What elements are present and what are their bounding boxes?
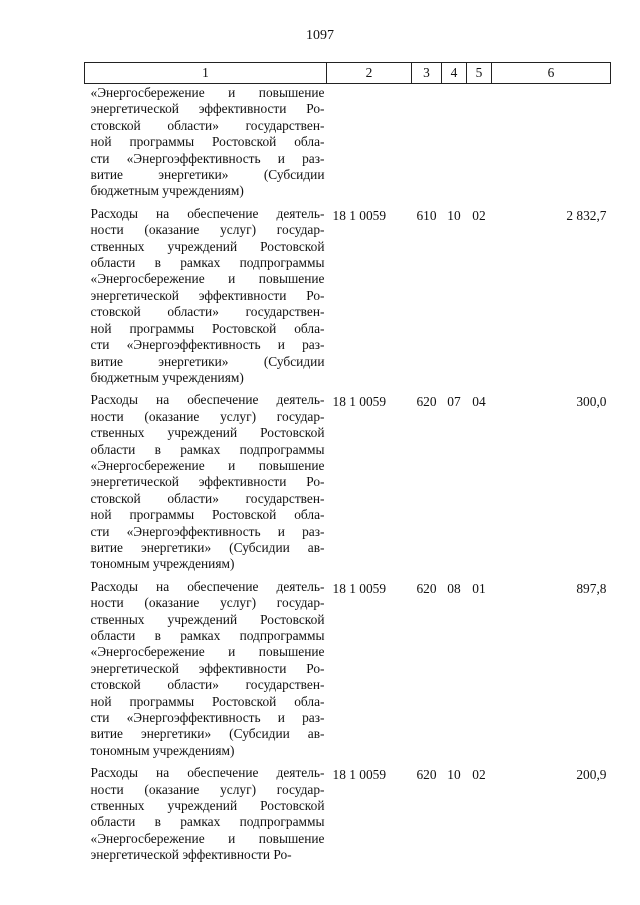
description-line: тономным учреждениям) xyxy=(90,742,235,758)
description-line: области в рамках подпрограммы xyxy=(90,255,325,271)
expense-type-code: 620 xyxy=(416,394,437,410)
description-line: Расходы на обеспечение деятель- xyxy=(90,765,325,781)
amount-value: 2 832,7 xyxy=(566,207,607,223)
expense-description xyxy=(85,206,327,392)
expense-type-code: 610 xyxy=(416,207,437,223)
header-col-5: 5 xyxy=(467,63,492,84)
description-line: энергетической эффективности Ро- xyxy=(90,287,325,303)
expense-description xyxy=(85,765,327,869)
expense-type-code xyxy=(412,84,442,206)
description-line: области в рамках подпрограммы xyxy=(90,441,325,457)
description-line: области в рамках подпрограммы xyxy=(90,814,325,830)
description-line: бюджетным учреждениям) xyxy=(90,183,244,199)
description-line: бюджетным учреждениям) xyxy=(90,369,244,385)
description-line: сти «Энергоэффективность и раз- xyxy=(90,523,325,539)
description-line: энергетической эффективности Ро- xyxy=(90,474,325,490)
description-line: ности (оказание услуг) государ- xyxy=(90,408,325,424)
description-line: ной программы Ростовской обла- xyxy=(90,693,325,709)
section-code: 08 xyxy=(447,580,461,596)
table-row xyxy=(85,765,611,869)
section-code xyxy=(442,84,467,206)
amount-value xyxy=(492,84,611,206)
description-line: стовской области» государствен- xyxy=(90,677,325,693)
description-line: энергетической эффективности Ро- xyxy=(90,847,292,863)
description-line: энергетической эффективности Ро- xyxy=(90,101,325,117)
description-line: сти «Энергоэффективность и раз- xyxy=(90,710,325,726)
amount-value: 300,0 xyxy=(576,394,607,410)
description-line: ной программы Ростовской обла- xyxy=(90,507,325,523)
target-article-code: 18 1 0059 xyxy=(332,207,387,223)
description-line: витие энергетики» (Субсидии ав- xyxy=(90,726,325,742)
description-line: сти «Энергоэффективность и раз- xyxy=(90,150,325,166)
description-line: ности (оказание услуг) государ- xyxy=(90,781,325,797)
description-line: «Энергосбережение и повышение xyxy=(90,457,325,473)
section-code: 10 xyxy=(447,207,461,223)
budget-table xyxy=(84,62,611,870)
subsection-code xyxy=(467,84,492,206)
description-line: Расходы на обеспечение деятель- xyxy=(90,578,325,594)
description-line: ственных учреждений Ростовской xyxy=(90,611,325,627)
expense-description xyxy=(85,392,327,578)
subsection-code: 02 xyxy=(472,207,486,223)
description-line: энергетической эффективности Ро- xyxy=(90,660,325,676)
description-line: сти «Энергоэффективность и раз- xyxy=(90,337,325,353)
table-row xyxy=(85,206,611,392)
description-line: Расходы на обеспечение деятель- xyxy=(90,392,325,408)
subsection-code: 04 xyxy=(472,394,486,410)
header-row xyxy=(85,63,611,84)
description-line: витие энергетики» (Субсидии xyxy=(90,353,325,369)
description-line: ственных учреждений Ростовской xyxy=(90,238,325,254)
description-line: ственных учреждений Ростовской xyxy=(90,798,325,814)
section-code: 10 xyxy=(447,767,461,783)
table-body xyxy=(85,84,611,870)
expense-description xyxy=(85,579,327,765)
description-line: витие энергетики» (Субсидии xyxy=(90,167,325,183)
budget-table-container xyxy=(84,62,610,870)
description-line: ной программы Ростовской обла- xyxy=(90,134,325,150)
expense-type-code: 620 xyxy=(416,580,437,596)
description-line: Расходы на обеспечение деятель- xyxy=(90,205,325,221)
table-row xyxy=(85,392,611,578)
subsection-code: 02 xyxy=(472,767,486,783)
header-col-3: 3 xyxy=(412,63,442,84)
description-line: стовской области» государствен- xyxy=(90,117,325,133)
table-row xyxy=(85,84,611,206)
amount-value: 200,9 xyxy=(576,767,607,783)
description-line: «Энергосбережение и повышение xyxy=(90,830,325,846)
header-col-4: 4 xyxy=(442,63,467,84)
page-number: 1097 xyxy=(306,28,334,43)
table-row xyxy=(85,579,611,765)
subsection-code: 01 xyxy=(472,580,486,596)
expense-description xyxy=(85,84,327,206)
description-line: стовской области» государствен- xyxy=(90,490,325,506)
header-col-6: 6 xyxy=(492,63,611,84)
description-line: «Энергосбережение и повышение xyxy=(90,85,325,100)
description-line: тономным учреждениям) xyxy=(90,556,235,572)
description-line: «Энергосбережение и повышение xyxy=(90,644,325,660)
description-line: области в рамках подпрограммы xyxy=(90,628,325,643)
section-code: 07 xyxy=(447,394,461,410)
target-article-code xyxy=(327,84,412,206)
description-line: ственных учреждений Ростовской xyxy=(90,425,325,441)
description-line: «Энергосбережение и повышение xyxy=(90,271,325,287)
description-line: ности (оказание услуг) государ- xyxy=(90,222,325,238)
description-line: ности (оказание услуг) государ- xyxy=(90,595,325,611)
amount-value: 897,8 xyxy=(576,580,607,596)
target-article-code: 18 1 0059 xyxy=(332,580,387,596)
description-line: ной программы Ростовской обла- xyxy=(90,320,325,336)
header-col-2: 2 xyxy=(327,63,412,84)
description-line: стовской области» государствен- xyxy=(90,304,325,320)
target-article-code: 18 1 0059 xyxy=(332,394,387,410)
expense-type-code: 620 xyxy=(416,767,437,783)
table-header xyxy=(85,63,611,84)
description-line: витие энергетики» (Субсидии ав- xyxy=(90,539,325,555)
target-article-code: 18 1 0059 xyxy=(332,767,387,783)
header-col-1: 1 xyxy=(85,63,327,84)
